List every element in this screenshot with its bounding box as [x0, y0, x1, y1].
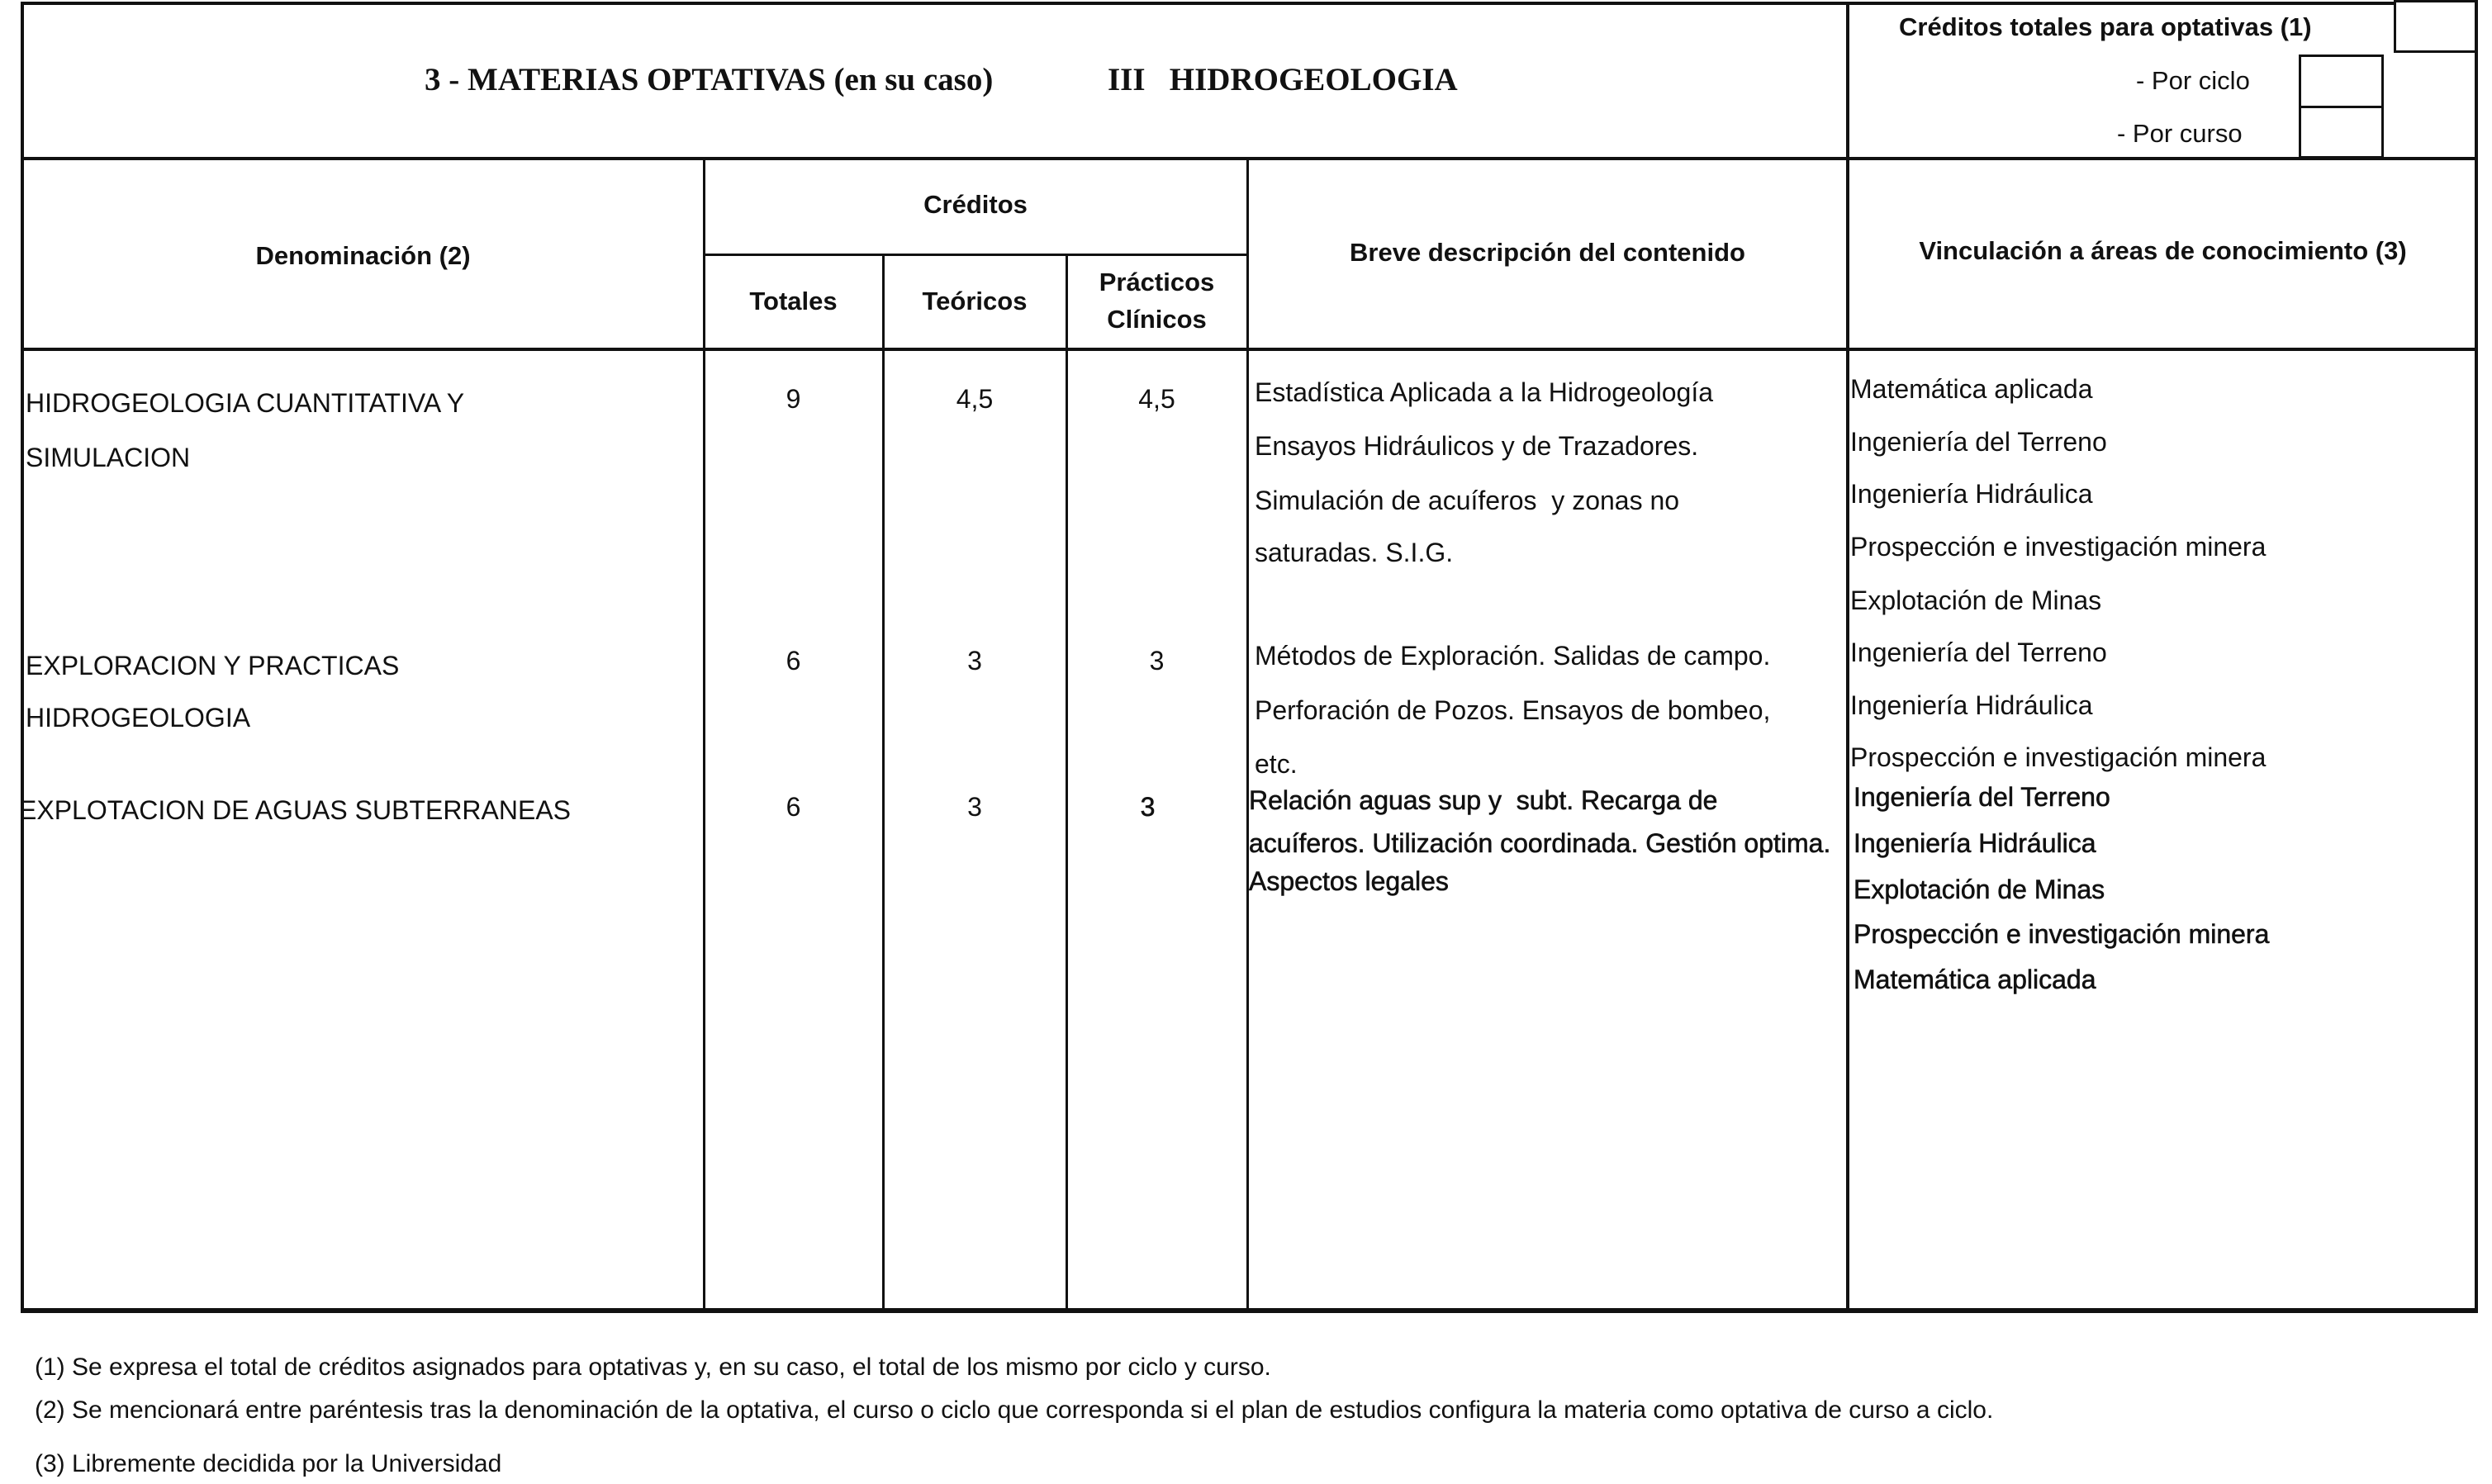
row-2-description-line-1: Métodos de Exploración. Salidas de campo.	[1255, 641, 1771, 671]
column-clinicos: Clínicos	[1107, 305, 1207, 334]
row-1-description-line-3: Simulación de acuíferos y zonas no	[1255, 486, 1680, 515]
row-1-description-line-4: saturadas. S.I.G.	[1255, 538, 1454, 567]
row-2-teoricos: 3	[967, 646, 982, 676]
row-1-area-3: Ingeniería Hidráulica	[1850, 479, 2093, 509]
table-bottom-rule	[21, 1308, 2478, 1313]
row-3-name-line-1: EXPLOTACION DE AGUAS SUBTERRANEAS	[19, 795, 572, 825]
row-3-practicos: 3	[1140, 792, 1156, 822]
column-denominacion: Denominación (2)	[255, 241, 471, 270]
footnote-1: (1) Se expresa el total de créditos asignados para optativas y, en su caso, el total de los mismo por ciclo y curso.	[35, 1354, 1271, 1381]
row-3-area-5: Matemática aplicada	[1854, 965, 2096, 994]
row-3-teoricos: 3	[967, 792, 982, 822]
row-1-area-1: Matemática aplicada	[1850, 374, 2093, 404]
row-3-description-line-2: acuíferos. Utilización coordinada. Gestión optima.	[1249, 828, 1831, 858]
row-3-area-2: Ingeniería Hidráulica	[1854, 828, 2096, 858]
row-3-area-3: Explotación de Minas	[1854, 875, 2105, 904]
row-3-totales: 6	[786, 792, 801, 822]
row-1-area-5: Explotación de Minas	[1850, 586, 2102, 615]
row-2-description-line-2: Perforación de Pozos. Ensayos de bombeo,	[1255, 695, 1771, 725]
row-3-area-1: Ingeniería del Terreno	[1854, 782, 2110, 812]
column-teoricos: Teóricos	[922, 287, 1028, 315]
row-1-name-line-2: SIMULACION	[26, 443, 191, 472]
total-credits-label: Créditos totales para optativas (1)	[1899, 12, 2312, 41]
row-2-name-line-2: HIDROGEOLOGIA	[26, 703, 251, 733]
row-1-area-2: Ingeniería del Terreno	[1850, 427, 2107, 457]
row-2-area-1: Ingeniería del Terreno	[1850, 638, 2107, 667]
row-2-area-2: Ingeniería Hidráulica	[1850, 690, 2093, 720]
row-2-name-line-1: EXPLORACION Y PRACTICAS	[26, 651, 400, 680]
column-creditos: Créditos	[923, 190, 1028, 219]
vinculacion-column-rule	[1846, 2, 1849, 1313]
row-2-area-3: Prospección e investigación minera	[1850, 742, 2267, 772]
row-2-totales: 6	[786, 646, 801, 676]
row-1-description-line-2: Ensayos Hidráulicos y de Trazadores.	[1255, 431, 1699, 461]
row-1-area-4: Prospección e investigación minera	[1850, 532, 2267, 562]
column-practicos: Prácticos	[1099, 268, 1215, 296]
row-3-area-4: Prospección e investigación minera	[1854, 919, 2270, 949]
column-vinculacion: Vinculación a áreas de conocimiento (3)	[1919, 236, 2407, 265]
frame-top-rule	[21, 2, 2394, 5]
row-1-teoricos: 4,5	[956, 384, 994, 414]
column-descripcion: Breve descripción del contenido	[1350, 238, 1745, 267]
total-credits-box	[2394, 0, 2478, 53]
per-cycle-box	[2299, 55, 2384, 108]
frame-right-rule	[2475, 0, 2478, 1313]
row-1-name-line-1: HIDROGEOLOGIA CUANTITATIVA Y	[26, 388, 465, 418]
column-totales: Totales	[749, 287, 838, 315]
row-1-totales: 9	[786, 384, 801, 414]
per-cycle-label: - Por ciclo	[2136, 66, 2250, 95]
per-course-box	[2299, 106, 2384, 159]
totales-column-rule	[703, 157, 705, 1313]
subject-title: III HIDROGEOLOGIA	[1108, 62, 1458, 97]
footnote-2: (2) Se mencionará entre paréntesis tras la denominación de la optativa, el curso o ciclo que corresponda si el plan de estudios configura la materia como optativa de curso a ciclo.	[35, 1396, 1994, 1424]
row-1-practicos: 4,5	[1138, 384, 1175, 414]
row-3-description-line-3: Aspectos legales	[1249, 866, 1449, 896]
row-2-description-line-3: etc.	[1255, 749, 1298, 779]
column-header-bottom-rule	[21, 348, 2478, 351]
row-2-practicos: 3	[1149, 646, 1165, 676]
row-3-description-line-1: Relación aguas sup y subt. Recarga de	[1249, 785, 1718, 815]
header-bottom-rule	[21, 157, 2478, 160]
frame-left-rule	[21, 2, 24, 1313]
footnote-3: (3) Libremente decidida por la Universidad	[35, 1450, 502, 1477]
creditos-sub-rule	[704, 254, 1247, 256]
row-1-description-line-1: Estadística Aplicada a la Hidrogeología	[1255, 377, 1714, 407]
per-course-label: - Por curso	[2117, 119, 2243, 148]
section-title: 3 - MATERIAS OPTATIVAS (en su caso)	[425, 62, 994, 97]
